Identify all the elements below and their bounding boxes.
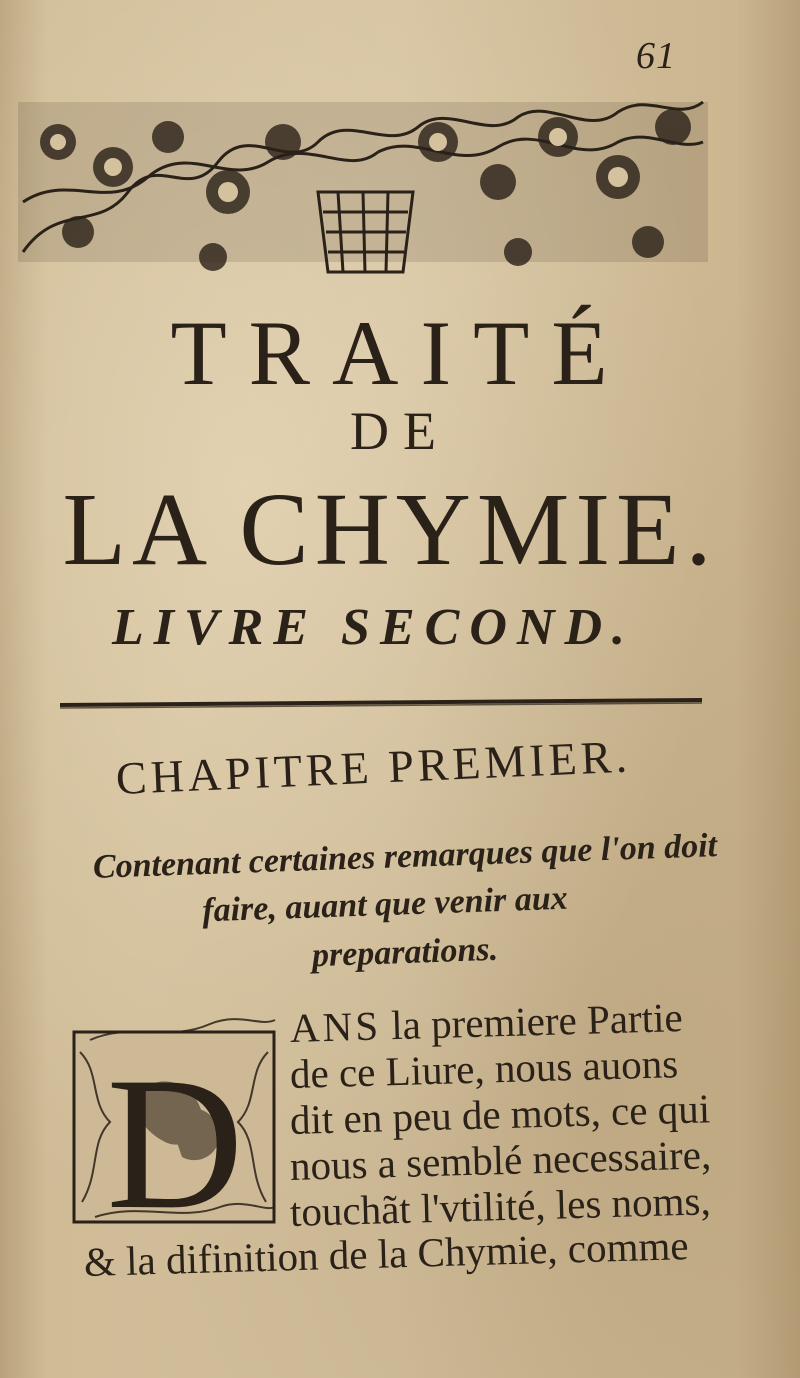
page-number: 61 <box>636 35 676 77</box>
title-de: DE <box>350 401 450 461</box>
chapter-subtitle-line: Contenant certaines remarques que l'on doit <box>92 827 718 886</box>
title-traite: TRAITÉ <box>170 302 630 404</box>
horizontal-rule <box>60 696 702 710</box>
title-la-chymie: LA CHYMIE. <box>62 472 718 587</box>
body-line: de ce Liure, nous auons <box>289 1040 679 1097</box>
chapter-heading: CHAPITRE PREMIER. <box>114 730 632 804</box>
headpiece-ornament <box>18 82 708 277</box>
body-line-text: la premiere Partie <box>390 994 684 1049</box>
chapter-subtitle-line: faire, auant que venir aux <box>201 879 569 930</box>
chapter-subtitle-line: preparations. <box>311 930 499 975</box>
body-line: dit en peu de mots, ce qui <box>289 1085 711 1143</box>
drop-cap-initial <box>70 1012 280 1227</box>
body-line: & la difinition de la Chymie, comme <box>83 1222 690 1285</box>
drop-cap-letter: D <box>106 1039 244 1227</box>
body-line: touchãt l'vtilité, les noms, <box>289 1177 712 1235</box>
body-line: nous a semblé necessaire, <box>289 1131 712 1189</box>
first-word-rest: ANS <box>289 1002 382 1051</box>
floral-initial-icon <box>70 1012 280 1227</box>
title-livre-second: LIVRE SECOND. <box>112 599 635 656</box>
